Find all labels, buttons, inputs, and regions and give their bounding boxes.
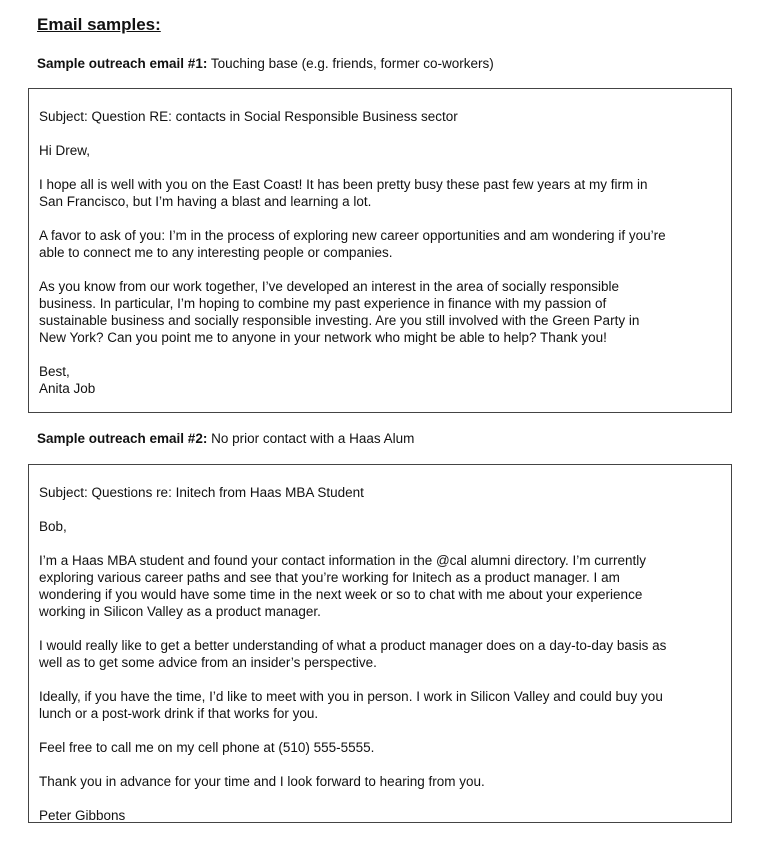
sample-1-email-box xyxy=(28,88,732,413)
sample-2-subject: Subject: Questions re: Initech from Haas MBA Student xyxy=(39,485,364,500)
sample-2-paragraph-5: Thank you in advance for your time and I look forward to hearing from you. xyxy=(39,774,485,789)
page-title: Email samples: xyxy=(37,15,161,34)
sample-1-description: Touching base (e.g. friends, former co-workers) xyxy=(210,56,494,71)
sample-2-paragraph-1: I’m a Haas MBA student and found your contact information in the @cal alumni directory. I’m currently exploring various career paths and see that you’re working for Initech as a product manager. I am wondering if you would have some time in the next week or so to chat with me about your experience working in Silicon Valley as a product manager. xyxy=(39,553,646,619)
sample-2-greeting: Bob, xyxy=(39,519,67,534)
sample-1-paragraph-2: A favor to ask of you: I’m in the process of exploring new career opportunities and am wondering if you’re able to connect me to any interesting people or companies. xyxy=(39,228,666,260)
sample-2-description: No prior contact with a Haas Alum xyxy=(211,431,415,446)
sample-2-heading xyxy=(37,430,414,447)
sample-1-signoff: Best, Anita Job xyxy=(39,364,96,396)
sample-1-paragraph-1: I hope all is well with you on the East Coast! It has been pretty busy these past few years at my firm in San Francisco, but I’m having a blast and learning a lot. xyxy=(39,177,648,209)
sample-2-signoff: Peter Gibbons xyxy=(39,808,126,823)
sample-1-paragraph-3: As you know from our work together, I’ve developed an interest in the area of socially responsible business. In particular, I’m hoping to combine my past experience in finance with my passion of sustainable business and socially responsible investing. Are you still involved with the Green Party in New York? Can you point me to anyone in your network who might be able to help? Thank you! xyxy=(39,279,640,345)
sample-2-label: Sample outreach email #2: xyxy=(37,431,208,446)
sample-1-heading xyxy=(37,55,494,72)
sample-1-subject: Subject: Question RE: contacts in Social Responsible Business sector xyxy=(39,109,458,124)
sample-1-label: Sample outreach email #1: xyxy=(37,56,208,71)
sample-1-greeting: Hi Drew, xyxy=(39,143,91,158)
sample-2-paragraph-3: Ideally, if you have the time, I’d like to meet with you in person. I work in Silicon Valley and could buy you lunch or a post-work drink if that works for you. xyxy=(39,689,663,721)
sample-2-paragraph-2: I would really like to get a better understanding of what a product manager does on a day-to-day basis as well as to get some advice from an insider’s perspective. xyxy=(39,638,667,670)
sample-2-email-box xyxy=(28,464,732,823)
sample-2-paragraph-4: Feel free to call me on my cell phone at (510) 555-5555. xyxy=(39,740,375,755)
